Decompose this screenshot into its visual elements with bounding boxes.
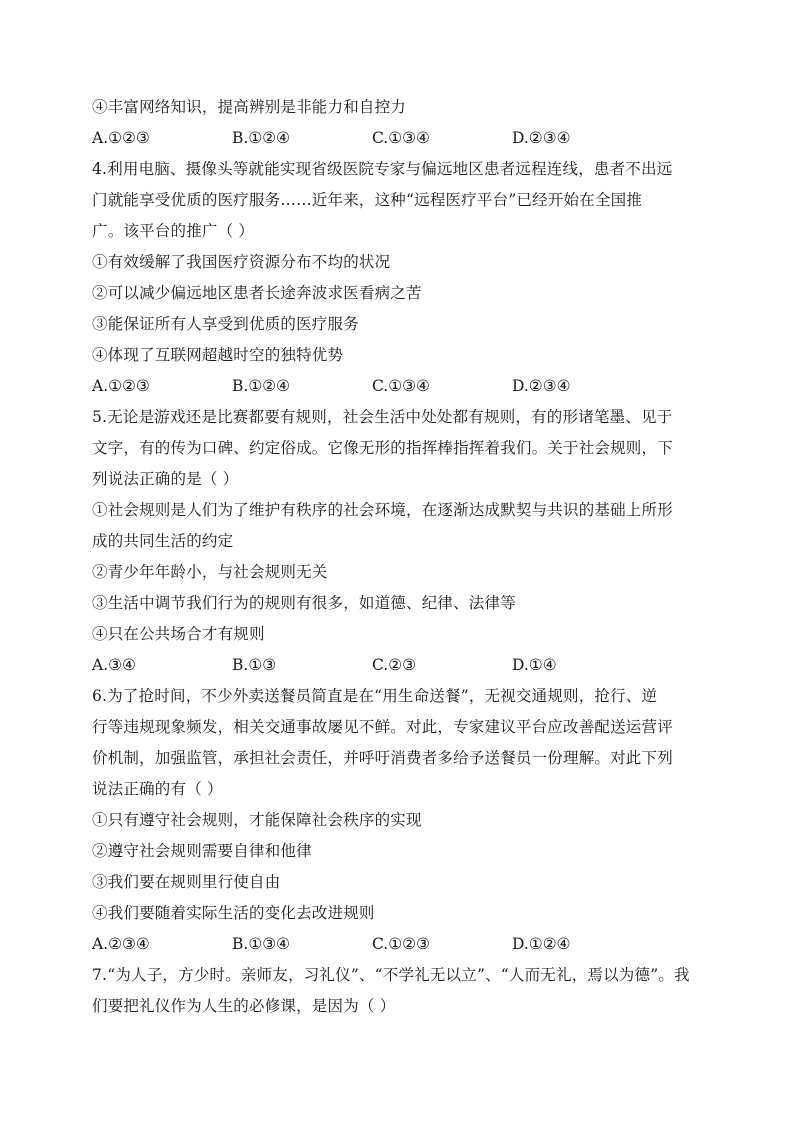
q5-stem-line-3: 列说法正确的是（ ） — [92, 470, 239, 488]
q4-option-d: D.②③④ — [512, 377, 571, 395]
q4-option-b: B.①②④ — [232, 377, 291, 395]
q5-options — [92, 650, 702, 681]
q5-option-c: C.②③ — [372, 656, 417, 674]
q5-option-a: A.③④ — [92, 656, 136, 674]
q6-option-a: A.②③④ — [92, 935, 150, 953]
q3-option-b: B.①②④ — [232, 129, 291, 147]
q6-option-d: D.①②④ — [512, 935, 571, 953]
q3-options — [92, 123, 702, 154]
q4-item-1: ①有效缓解了我国医疗资源分布不均的状况 — [92, 253, 391, 271]
q4-item-2: ②可以减少偏远地区患者长途奔波求医看病之苦 — [92, 284, 422, 302]
q5-option-b: B.①③ — [232, 656, 277, 674]
q6-stem-line-3: 价机制，加强监管，承担社会责任，并呼吁消费者多给予送餐员一份理解。对此下列 — [92, 749, 673, 767]
q6-option-c: C.①②③ — [372, 935, 430, 953]
q6-options — [92, 929, 702, 960]
q6-item-4: ④我们要随着实际生活的变化去改进规则 — [92, 904, 375, 922]
q6-stem-line-2: 行等违规现象频发，相关交通事故屡见不鲜。对此，专家建议平台应改善配送运营评 — [92, 718, 673, 736]
q6-stem-line-1: 6.为了抢时间，不少外卖送餐员简直是在“用生命送餐”，无视交通规则，抢行、逆 — [92, 687, 658, 705]
q6-item-2: ②遵守社会规则需要自律和他律 — [92, 842, 312, 860]
q4-stem-line-3: 广。该平台的推广（ ） — [92, 222, 255, 240]
q5-item-2: ②青少年年龄小，与社会规则无关 — [92, 563, 328, 581]
q5-stem-line-2: 文字，有的传为口碑、约定俗成。它像无形的指挥棒指挥着我们。关于社会规则，下 — [92, 439, 673, 457]
q5-item-1-line-1: ①社会规则是人们为了维护有秩序的社会环境，在逐渐达成默契与共识的基础上所形 — [92, 501, 673, 519]
q4-item-4: ④体现了互联网超越时空的独特优势 — [92, 346, 344, 364]
q4-stem-line-1: 4.利用电脑、摄像头等就能实现省级医院专家与偏远地区患者远程连线，患者不出远 — [92, 160, 673, 178]
q5-option-d: D.①④ — [512, 656, 557, 674]
q4-item-3: ③能保证所有人享受到优质的医疗服务 — [92, 315, 359, 333]
q3-option-a: A.①②③ — [92, 129, 150, 147]
q5-item-3: ③生活中调节我们行为的规则有很多，如道德、纪律、法律等 — [92, 594, 516, 612]
q6-item-1: ①只有遵守社会规则，才能保障社会秩序的实现 — [92, 811, 422, 829]
q6-stem-line-4: 说法正确的有（ ） — [92, 780, 223, 798]
q5-item-4: ④只在公共场合才有规则 — [92, 625, 265, 643]
q3-item-4: ④丰富网络知识，提高辨别是非能力和自控力 — [92, 98, 407, 116]
q4-options — [92, 371, 702, 402]
q4-option-c: C.①③④ — [372, 377, 430, 395]
q7-stem-line-1: 7.“为人子，方少时。亲师友，习礼仪”、“不学礼无以立”、“人而无礼，焉以为德”。我 — [92, 966, 690, 984]
q6-option-b: B.①③④ — [232, 935, 291, 953]
q5-stem-line-1: 5.无论是游戏还是比赛都要有规则，社会生活中处处都有规则，有的形诸笔墨、见于 — [92, 408, 673, 426]
q3-option-c: C.①③④ — [372, 129, 430, 147]
q4-option-a: A.①②③ — [92, 377, 150, 395]
q7-stem-line-2: 们要把礼仪作为人生的必修课，是因为（ ） — [92, 997, 396, 1015]
q5-item-1-line-2: 成的共同生活的约定 — [92, 532, 234, 550]
q4-stem-line-2: 门就能享受优质的医疗服务……近年来，这种“远程医疗平台”已经开始在全国推 — [92, 191, 643, 209]
q6-item-3: ③我们要在规则里行使自由 — [92, 873, 281, 891]
q3-option-d: D.②③④ — [512, 129, 571, 147]
